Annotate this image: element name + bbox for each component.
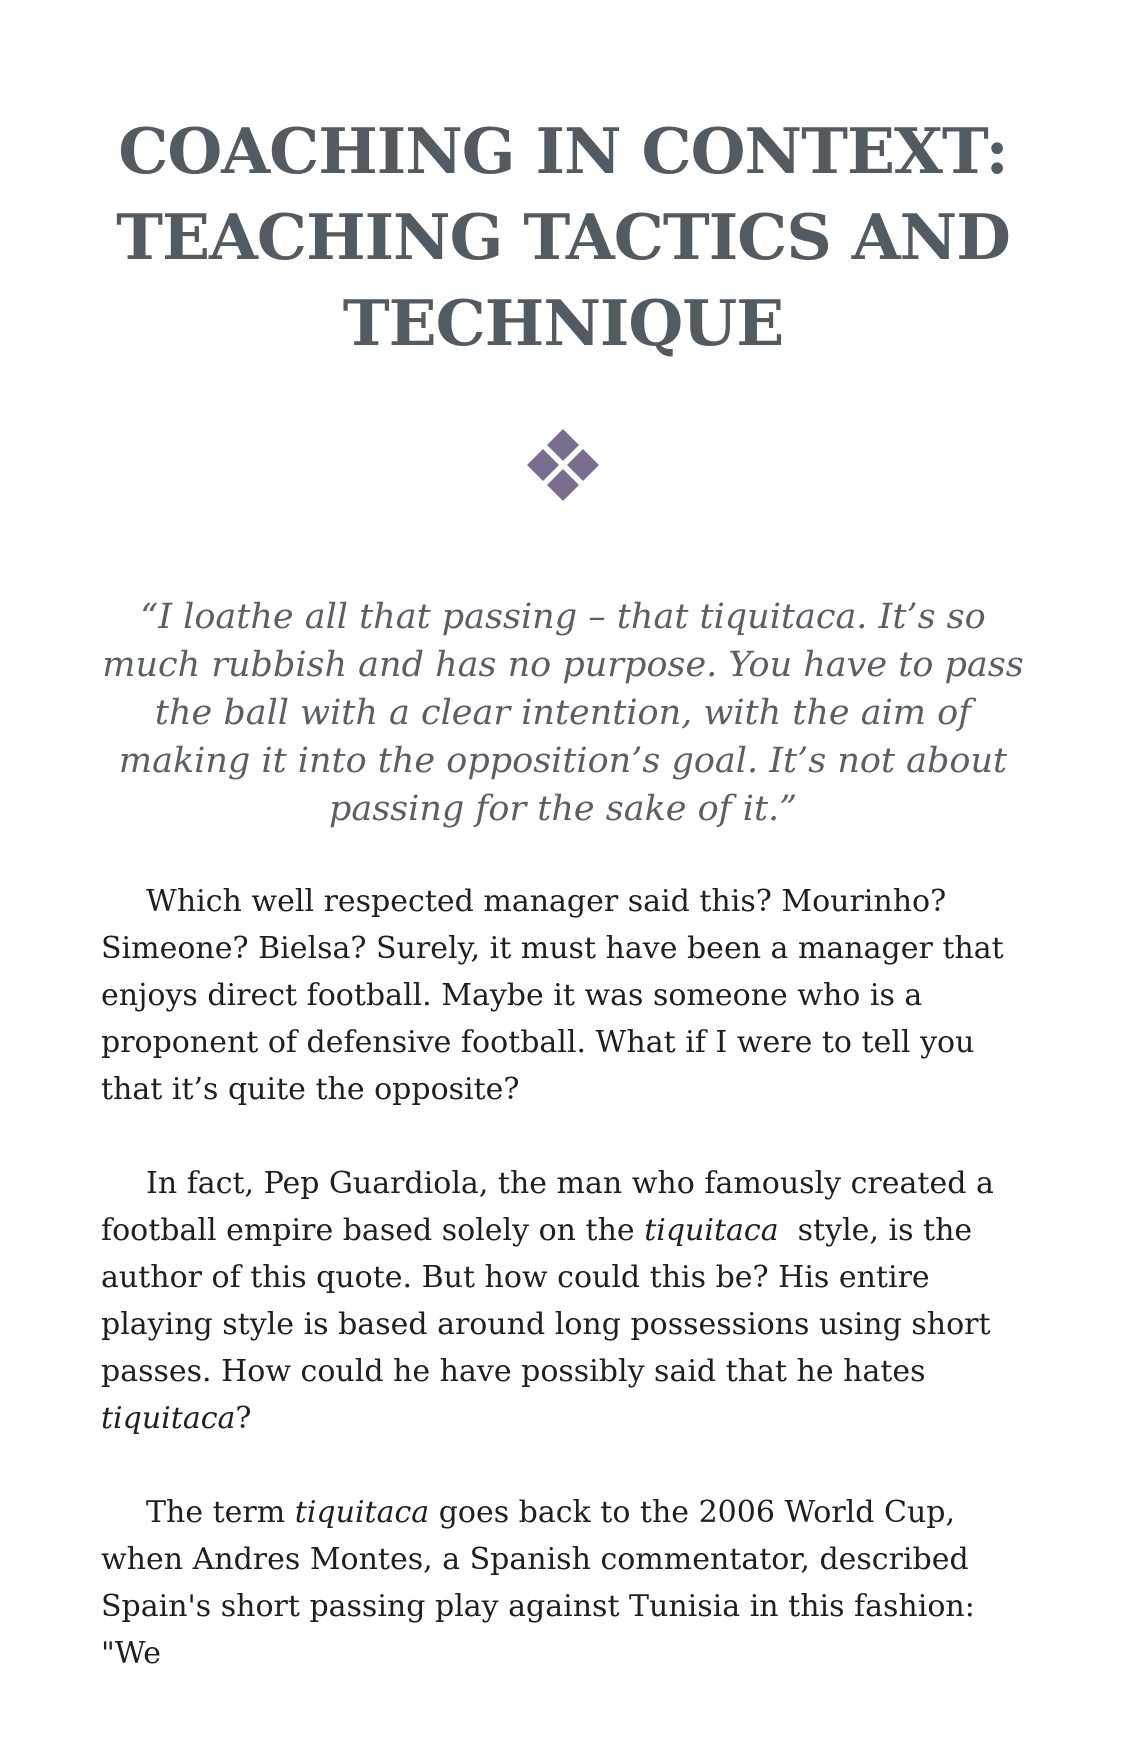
italic-term: tiquitaca	[644, 1213, 779, 1248]
paragraph	[101, 1489, 1021, 1677]
paragraph-text: goes back to the 2006 World Cup, when Andres Montes, a Spanish commentator, described Spain's short passing play against Tunisia in this fashion: "We	[101, 1495, 975, 1671]
italic-term: tiquitaca	[294, 1495, 430, 1530]
paragraph-text: The term	[146, 1495, 295, 1530]
chapter-title-line: COACHING IN CONTEXT:	[118, 114, 1008, 188]
paragraph-text: style, is the author of this quote. But how could this be? His entire playing style is based around long possessions using short passes. How could he have possibly said that he hates	[101, 1213, 1001, 1389]
four-diamond-ornament-icon	[523, 425, 603, 505]
chapter-title-line: TECHNIQUE	[342, 286, 784, 360]
paragraph: Which well respected manager said this? Mourinho? Simeone? Bielsa? Surely, it must have been a manager that enjoys direct football. Maybe it was someone who is a proponent of defensive football. What if I were to tell you that it’s quite the opposite?	[101, 884, 1004, 1107]
paragraph	[101, 1160, 1021, 1442]
body-text	[101, 878, 1021, 1724]
paragraph-text: ?	[235, 1401, 252, 1436]
chapter-title	[100, 108, 1026, 366]
italic-term: tiquitaca	[101, 1401, 236, 1436]
epigraph-quote: “I loathe all that passing – that tiquitaca. It’s so much rubbish and has no purpose. You have to pass the ball with a clear intention, with the aim of making it into the opposition’s goal. It’s not about passing for the sake of it.”	[102, 597, 1024, 829]
chapter-title-line: TEACHING TACTICS AND	[116, 200, 1010, 274]
paragraph-text: In fact, Pep Guardiola, the man who famously created a football empire based solely on the	[101, 1166, 994, 1248]
